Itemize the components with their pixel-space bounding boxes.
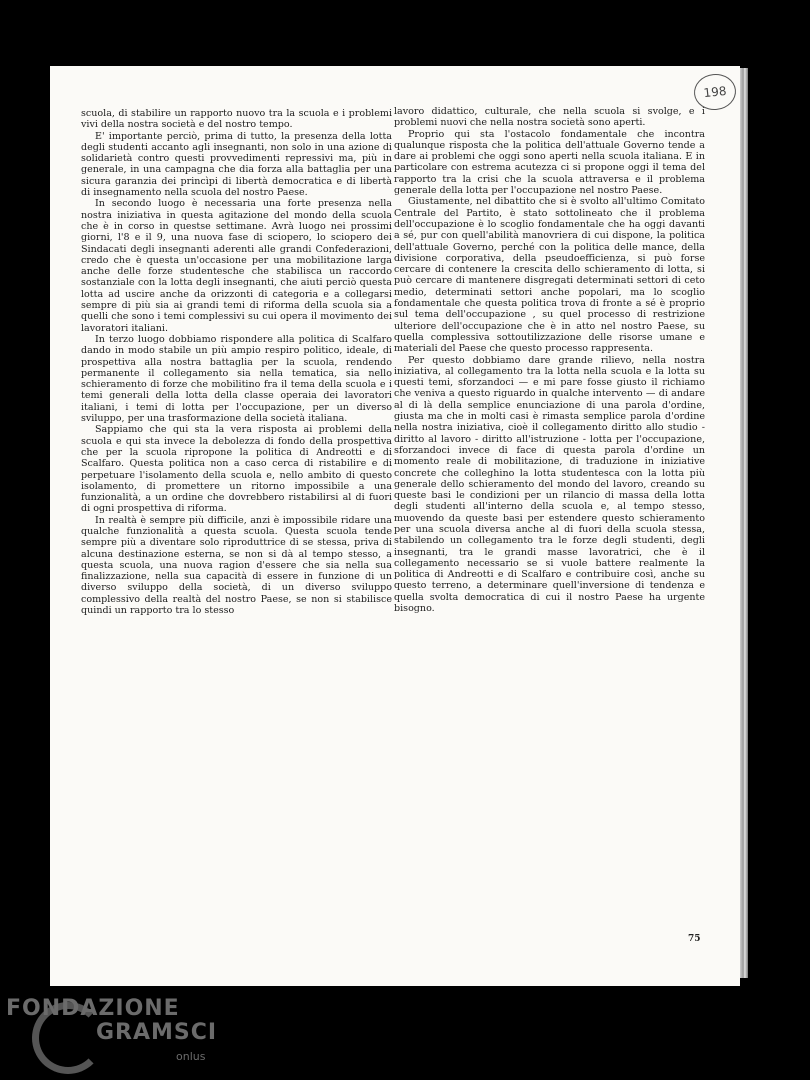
page-edge: [740, 68, 748, 978]
logo-sub: onlus: [176, 1050, 206, 1063]
paragraph: lavoro didattico, culturale, che nella scuola si svolge, e i problemi nuovi che nella nostra società sono aperti.: [394, 106, 705, 129]
paragraph: In realtà è sempre più difficile, anzi è impossibile ridare una qualche funzionalità a questa scuola. Questa scuola tende sempre più a diventare solo riproduttrice di se stessa, priva di alcuna destinazione esterna, se non si dà al tempo stesso, a questa scuola, una nuova ragion d'essere che sia nella sua finalizzazione, nella sua capacità di essere in funzione di un diverso sviluppo della società, di un diverso sviluppo complessivo della realtà del nostro Paese, se non si stabilisce quindi un rapporto tra lo stesso: [81, 514, 392, 617]
paragraph: In terzo luogo dobbiamo rispondere alla politica di Scalfaro dando in modo stabile un più ampio respiro politico, ideale, di prospettiva alla nostra battaglia per la scuola, rendendo permanente il collegamento sia nella tematica, sia nello schieramento di forze che mobilitino fra il tema della scuola e i temi generali della lotta della classe operaia dei lavoratori italiani, i temi di lotta per l'occupazione, per un diverso sviluppo, per una trasformazione della società italiana.: [81, 333, 392, 425]
page-number: 75: [688, 934, 701, 944]
logo-line2: GRAMSCI: [96, 1020, 218, 1045]
document-page: [50, 66, 740, 986]
fondazione-gramsci-logo: [0, 990, 220, 1080]
logo-line1: FONDAZIONE: [6, 996, 180, 1021]
paragraph: Sappiamo che qui sta la vera risposta ai problemi della scuola e qui sta invece la debolezza di fondo della prospettiva che per la scuola ripropone la politica di Andreotti e di Scalfaro. Questa politica non a caso cerca di ristabilire e di perpetuare l'isolamento della scuola e, nello ambito di questo isolamento, di promettere un ritorno impossibile a una funzionalità, a un ordine che dovrebbero ristabilirsi al di fuori di ogni prospettiva di riforma.: [81, 424, 392, 515]
paragraph: scuola, di stabilire un rapporto nuovo tra la scuola e i problemi vivi della nostra società e del nostro tempo.: [81, 108, 392, 131]
paragraph: Per questo dobbiamo dare grande rilievo, nella nostra iniziativa, al collegamento tra la lotta nella scuola e la lotta su questi temi, sforzandoci — e mi pare fosse giusto il richiamo che veniva a questo riguardo in qualche intervento — di andare al di là della semplice enunciazione di una parola d'ordine, giusta ma che in molti casi è rimasta semplice parola d'ordine nella nostra iniziativa, cioè il collegamento diritto allo studio - diritto al lavoro - diritto all'istruzione - lotta per l'occupazione, sforzandoci invece di face di questa parola d'ordine un momento reale di mobilitazione, di traduzione in iniziative concrete che colleghino la lotta studentesca con la lotta più generale dello schieramento del mondo del lavoro, creando su queste basi le condizioni per un rilancio di massa della lotta degli studenti all'interno della scuola e, al tempo stesso, muovendo da queste basi per estendere questo schieramento per una scuola diversa anche al di fuori della scuola stessa, stabilendo un collegamento tra le forze degli studenti, degli insegnanti, tra le grandi masse lavoratrici, che è il collegamento necessario se si vuole battere realmente la politica di Andreotti e di Scalfaro e contribuire così, anche su questo terreno, a determinare quell'inversione di tendenza e quella svolta democratica di cui il nostro Paese ha urgente bisogno.: [394, 354, 705, 615]
stamp-number: 198: [702, 83, 728, 101]
left-column: [81, 108, 392, 616]
paragraph: Proprio qui sta l'ostacolo fondamentale che incontra qualunque risposta che la politica dell'attuale Governo tende a dare ai problemi che oggi sono aperti nella scuola italiana. E in particolare con estrema acutezza ci si propone oggi il tema del rapporto tra la crisi che la scuola attraversa e il problema generale della lotta per l'occupazione nel nostro Paese.: [394, 128, 705, 197]
paragraph: E' importante perciò, prima di tutto, la presenza della lotta degli studenti accanto agli insegnanti, non solo in una azione di solidarietà contro questi provvedimenti repressivi ma, più in generale, in una campagna che dia forza alla battaglia per una sicura garanzia dei princìpi di libertà democratica e di libertà di insegnamento nella scuola del nostro Paese.: [81, 130, 392, 199]
right-column: [394, 106, 705, 614]
paragraph: In secondo luogo è necessaria una forte presenza nella nostra iniziativa in questa agitazione del mondo della scuola che è in corso in questse settimane. Avrà luogo nei prossimi giorni, l'8 e il 9, una nuova fase di sciopero, lo sciopero dei Sindacati degli insegnanti aderenti alle grandi Confederazioni, credo che è questa un'occasione per una mobilitazione larga anche delle forze studentesche che stabilisca un raccordo sostanziale con la lotta degli insegnanti, che aiuti perciò questa lotta ad uscire anche da orizzonti di categoria e a collegarsi sempre di più sia ai grandi temi di riforma della scuola sia a quelli che sono i temi complessivi su cui opera il movimento dei lavoratori italiani.: [81, 198, 392, 334]
paragraph: Giustamente, nel dibattito che si è svolto all'ultimo Comitato Centrale del Partito, è stato sottolineato che il problema dell'occupazione è lo scoglio fondamentale che ha oggi davanti a sé, pur con quell'abilità manovriera di cui dispone, la politica dell'attuale Governo, perché con la politica delle mance, della divisione corporativa, della pseudoefficienza, si può forse cercare di contenere la crescita dello schieramento di lotta, si può cercare di mantenere disgregati determinati settori di ceto medio, determinati settori anche popolari, ma lo scoglio fondamentale che questa politica trova di fronte a sé è proprio sul tema dell'occupazione , su quel processo di restrizione ulteriore dell'occupazione che è in atto nel nostro Paese, su quella complessiva sottoutilizzazione delle risorse umane e materiali del Paese che questo processo rappresenta.: [394, 196, 705, 355]
